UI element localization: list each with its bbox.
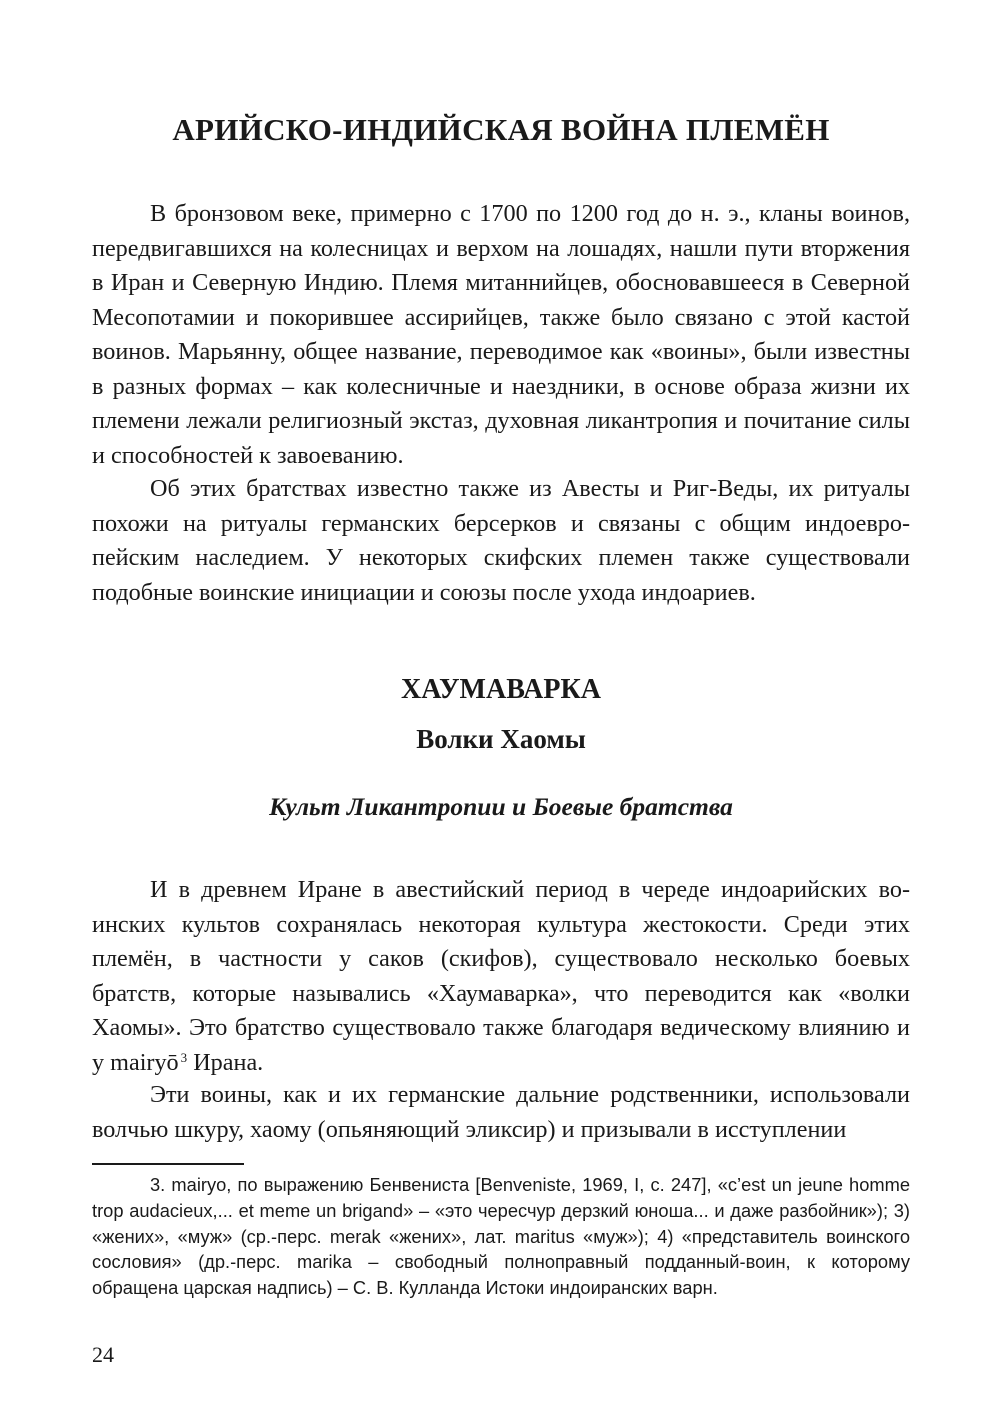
- paragraph-3-end: Ирана.: [187, 1048, 264, 1076]
- paragraph-3: [92, 873, 910, 1080]
- footnote: 3. mairyo, по выражению Бенвениста [Benveniste, 1969, I, с. 247], «c’est un jeune homme trop audacieux,... et meme un brigand» – «это чересчур дерзкий юноша... и даже разбойник»); 3) «жених», «муж» (ср.-перс. merak «жених», лат. maritus «муж»); 4) «представитель воинского сословия» (др.-перс. marika – свободный полноправный подданный-воин, к которому обращена царская надпись) – С. В. Кулланда Истоки индоиранских варн.: [92, 1174, 910, 1299]
- footnote-reference: 3: [180, 1049, 188, 1065]
- footnote-divider: [92, 1163, 244, 1165]
- paragraph-3-text: И в древнем Иране в авестийский период в череде индоарийских воинских культов сохранялась некоторая культура жестокости. Среди этих племён, в частности у саков (скифов), существовало несколько боевых братств, которые назывались «Хаумаварка», что переводится как «волки Хаомы». Это братство существовало также благодаря ведическому влиянию и у mairyō: [92, 876, 910, 1076]
- paragraph-1: В бронзовом веке, примерно с 1700 по 1200 год до н. э., кланы воинов, передвигавшихся на колесницах и верхом на лошадях, нашли пути вторжения в Иран и Северную Индию. Племя митаннийцев, обосновавшееся в Северной Месопотамии и покорившее ассирийцев, также было связано с этой кастой воинов. Марьянну, общее название, переводимое как «воины», были известны в разных формах – как колесничные и наездники, в основе образа жизни их племени лежали религиозный экстаз, духовная ликантропия и почитание силы и способностей к завоеванию.: [92, 200, 910, 469]
- paragraph-4: Эти воины, как и их германские дальние родственники, использовали волчью шкуру, хаому (опьяняющий эликсир) и призывали в исступлении: [92, 1081, 910, 1143]
- section-subtitle: Волки Хаомы: [416, 724, 586, 754]
- chapter-title: АРИЙСКО-ИНДИЙСКАЯ ВОЙНА ПЛЕМЁН: [172, 112, 830, 147]
- page-number: 24: [92, 1342, 114, 1367]
- paragraph-2: Об этих братствах известно также из Авесты и Риг-Веды, их ритуалы похожи на ритуалы германских берсерков и связаны с общим индоевропейским наследием. У некоторых скифских племен также существовали подобные воинские инициации и союзы после ухода индоариев.: [92, 475, 910, 606]
- section-title: ХАУМАВАРКА: [401, 674, 601, 705]
- section-italic-heading: Культ Ликантропии и Боевые братства: [269, 792, 733, 821]
